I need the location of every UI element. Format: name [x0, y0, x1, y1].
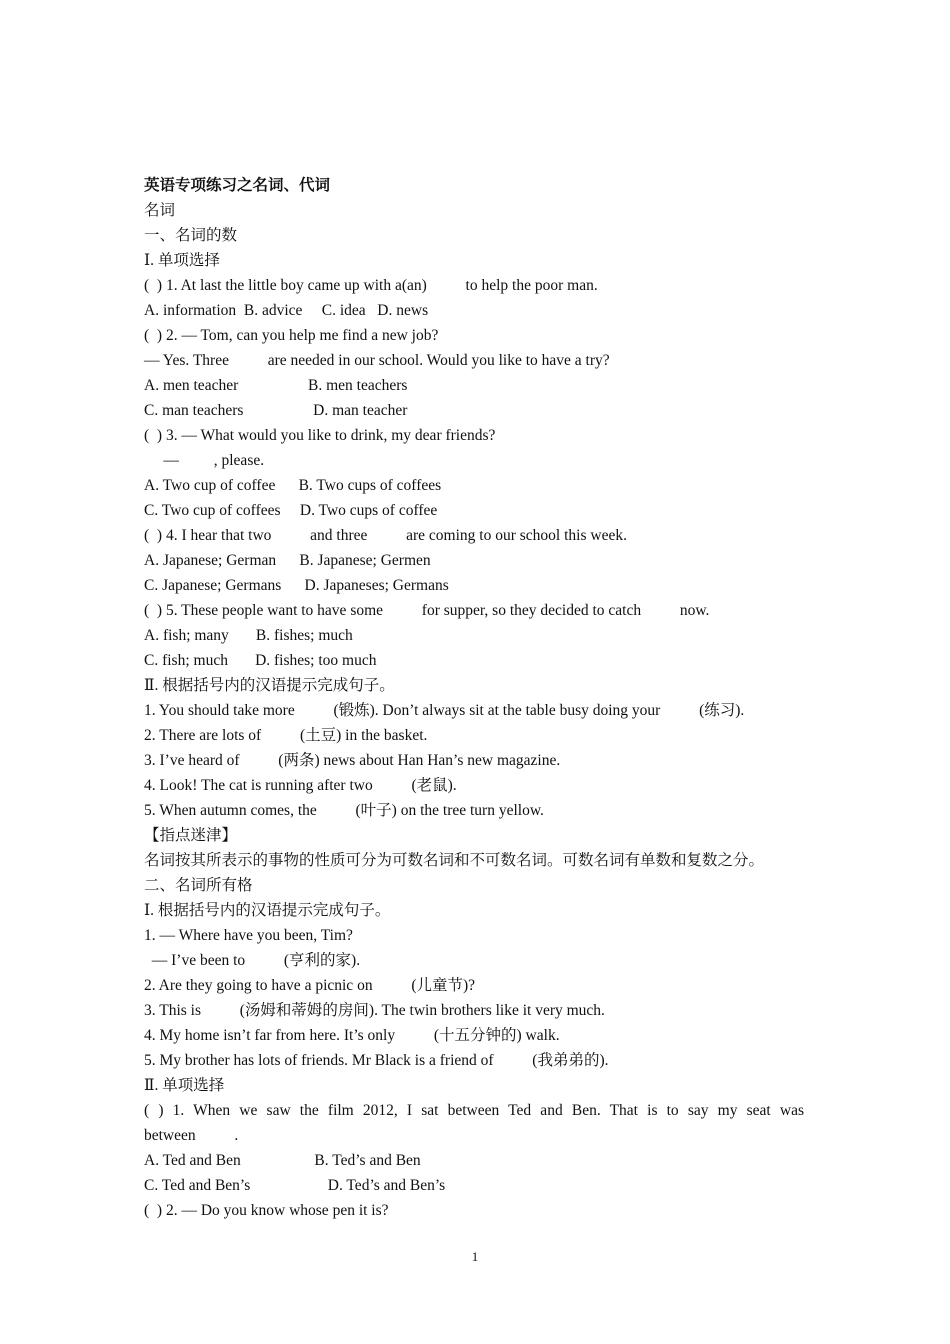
question-line: ( ) 2. — Tom, can you help me find a new job? — [144, 327, 439, 344]
question-line: — I’ve been to (亨利的家). — [144, 952, 361, 969]
subsection-heading: 一、名词的数 — [144, 227, 238, 244]
question-line: ( ) 4. I hear that two and three are coming to our school this week. — [144, 527, 627, 544]
question-line: 2. Are they going to have a picnic on (儿童节)? — [144, 977, 476, 994]
question-line: — , please. — [144, 452, 265, 469]
options-line: C. man teachers D. man teacher — [144, 402, 408, 419]
question-line: ( ) 2. — Do you know whose pen it is? — [144, 1202, 389, 1219]
options-line: C. Japanese; Germans D. Japaneses; Germans — [144, 577, 449, 594]
question-line: 3. I’ve heard of (两条) news about Han Han’s new magazine. — [144, 752, 561, 769]
question-line: between . — [144, 1127, 239, 1144]
question-line: — Yes. Three are needed in our school. Would you like to have a try? — [144, 352, 610, 369]
options-line: C. Two cup of coffees D. Two cups of coffee — [144, 502, 438, 519]
options-line: A. men teacher B. men teachers — [144, 377, 408, 394]
exercise-heading: Ⅰ. 单项选择 — [144, 252, 220, 269]
question-line: ( ) 3. — What would you like to drink, my dear friends? — [144, 427, 496, 444]
page-number: 1 — [471, 1249, 479, 1264]
question-line: ( ) 1. When we saw the film 2012, I sat between Ted and Ben. That is to say my seat was — [144, 1102, 804, 1119]
doc-title: 英语专项练习之名词、代词 — [144, 177, 331, 194]
subsection-heading: 二、名词所有格 — [144, 877, 253, 894]
question-line: 1. — Where have you been, Tim? — [144, 927, 353, 944]
question-line: ( ) 5. These people want to have some for supper, so they decided to catch now. — [144, 602, 710, 619]
question-line: 5. My brother has lots of friends. Mr Black is a friend of (我弟弟的). — [144, 1052, 609, 1069]
question-line: 4. My home isn’t far from here. It’s only (十五分钟的) walk. — [144, 1027, 560, 1044]
options-line: A. fish; many B. fishes; much — [144, 627, 353, 644]
exercise-heading: Ⅱ. 根据括号内的汉语提示完成句子。 — [144, 677, 395, 694]
question-line: 3. This is (汤姆和蒂姆的房间). The twin brothers like it very much. — [144, 1002, 605, 1019]
options-line: A. Ted and Ben B. Ted’s and Ben — [144, 1152, 421, 1169]
options-line: A. Two cup of coffee B. Two cups of coffees — [144, 477, 442, 494]
options-line: C. Ted and Ben’s D. Ted’s and Ben’s — [144, 1177, 446, 1194]
question-line: 4. Look! The cat is running after two (老鼠). — [144, 777, 457, 794]
section-heading: 名词 — [144, 202, 176, 219]
options-line: A. information B. advice C. idea D. news — [144, 302, 429, 319]
question-line: 1. You should take more (锻炼). Don’t always sit at the table busy doing your (练习). — [144, 702, 745, 719]
tips-heading: 【指点迷津】 — [144, 827, 238, 844]
question-line: 2. There are lots of (土豆) in the basket. — [144, 727, 428, 744]
exercise-heading: Ⅱ. 单项选择 — [144, 1077, 225, 1094]
options-line: C. fish; much D. fishes; too much — [144, 652, 377, 669]
question-line: ( ) 1. At last the little boy came up with a(an) to help the poor man. — [144, 277, 598, 294]
exercise-heading: Ⅰ. 根据括号内的汉语提示完成句子。 — [144, 902, 391, 919]
tips-text: 名词按其所表示的事物的性质可分为可数名词和不可数名词。可数名词有单数和复数之分。 — [144, 852, 765, 869]
question-line: 5. When autumn comes, the (叶子) on the tree turn yellow. — [144, 802, 544, 819]
options-line: A. Japanese; German B. Japanese; Germen — [144, 552, 431, 569]
